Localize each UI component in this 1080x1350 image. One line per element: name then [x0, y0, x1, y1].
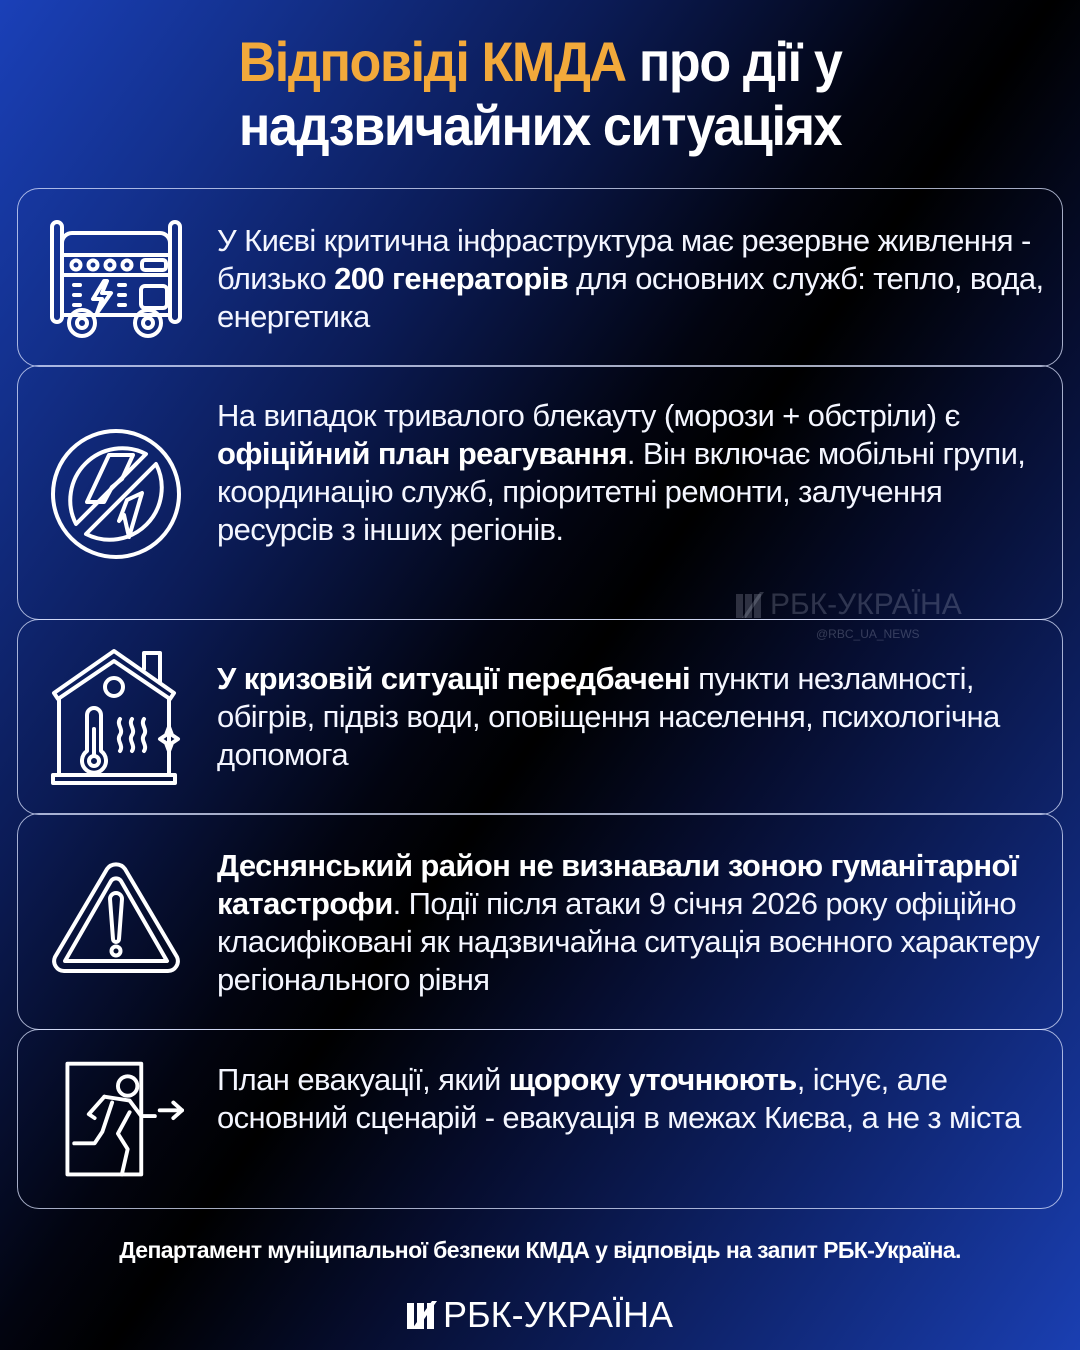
- heated-house-icon: [48, 642, 184, 792]
- info-card-blackout-plan: [17, 365, 1063, 620]
- info-card-evacuation-plan: [17, 1029, 1063, 1209]
- card-text: [217, 397, 1054, 549]
- footer-brand: [0, 1294, 1080, 1336]
- warning-icon: [48, 852, 184, 982]
- text-segment: для основних служб: тепло, вода, енергетика: [217, 260, 1044, 334]
- text-segment: План евакуації, який: [217, 1061, 509, 1097]
- rbc-logo-icon: [736, 592, 764, 618]
- evacuation-exit-icon: [48, 1045, 184, 1195]
- generator-icon: [48, 209, 184, 349]
- title-accent: Відповіді КМДА: [238, 30, 626, 93]
- watermark-handle: @RBC_UA_NEWS: [816, 627, 920, 641]
- info-cards-list: [17, 189, 1063, 1209]
- title-rest: про дії у: [625, 30, 842, 93]
- title-line-2: надзвичайних ситуаціях: [238, 94, 842, 157]
- text-highlight: щороку уточнюють: [508, 1061, 797, 1097]
- info-card-generators: [17, 188, 1063, 367]
- text-highlight: У кризовій ситуації передбачені: [217, 660, 691, 696]
- rbc-logo-icon: [407, 1301, 437, 1329]
- text-highlight: Деснянський район не визнавали зоною гуманітарної катастрофи: [217, 848, 1018, 921]
- card-text: [217, 660, 1054, 774]
- text-segment: На випадок тривалого блекауту (морози + обстріли) є: [217, 398, 960, 433]
- text-segment: . Він включає мобільні групи, координацію служб, пріоритетні ремонти, залучення ресурсів з інших регіонів.: [217, 436, 1026, 547]
- text-segment: У Києві критична інфраструктура має резервне живлення - близько: [217, 222, 1031, 296]
- info-card-crisis-measures: [17, 619, 1063, 815]
- source-note: Департамент муніципальної безпеки КМДА у відповідь на запит РБК-Україна.: [119, 1237, 961, 1263]
- text-highlight: офіційний план реагування: [217, 436, 627, 471]
- title-line-1: [38, 30, 1042, 94]
- info-card-desnianskyi-district: [17, 813, 1063, 1030]
- footer-brand-name: РБК-УКРАЇНА: [442, 1294, 674, 1335]
- text-segment: , існує, але основний сценарій - евакуація в межах Києва, а не з міста: [217, 1061, 1021, 1135]
- no-power-icon: [48, 411, 184, 576]
- card-text: [217, 847, 1054, 999]
- text-segment: пункти незламності, обігрів, підвіз води, оповіщення населення, психологічна допомога: [217, 660, 1000, 772]
- text-highlight: 200 генераторів: [334, 260, 569, 296]
- watermark-brand: РБК-УКРАЇНА: [770, 588, 962, 621]
- watermark-logo: [736, 588, 962, 622]
- page-title: [38, 30, 1042, 158]
- card-text: [217, 222, 1054, 336]
- card-text: [217, 1061, 1054, 1137]
- text-segment: . Події після атаки 9 січня 2026 року офіційно класифіковані як надзвичайна ситуація воєнного характеру регіонального рівня: [217, 886, 1040, 997]
